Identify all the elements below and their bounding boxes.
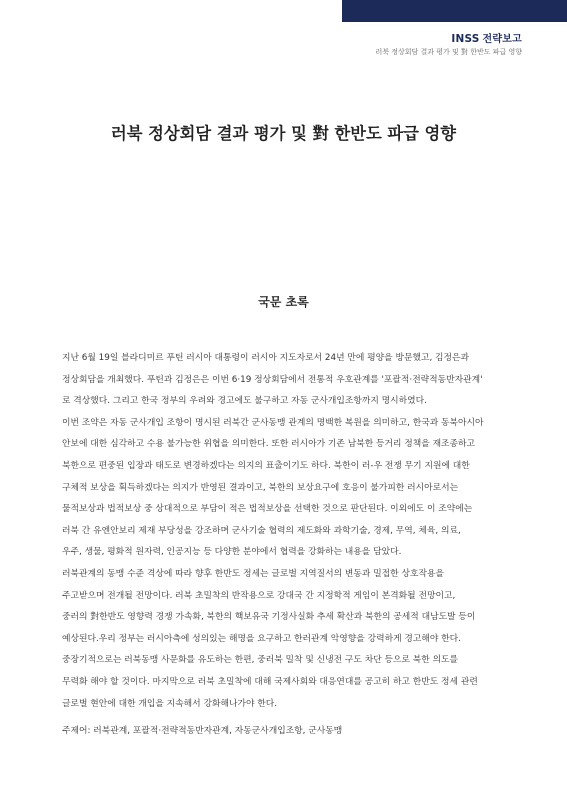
document-title: 러북 정상회담 결과 평가 및 對 한반도 파급 영향 — [110, 124, 457, 143]
abstract-line: 무력화 해야 할 것이다. 마지막으로 러북 초밀착에 대해 국제사회와 대응연대를 공고히 하고 한반도 정세 관련 — [62, 677, 478, 687]
running-head: 러북 정상회담 결과 평가 및 對 한반도 파급 영향 — [375, 48, 522, 56]
publication-brand — [451, 30, 522, 45]
abstract-line: 러북 간 유엔안보리 제재 부당성을 강조하며 군사기술 협력의 제도화와 과학기술, 경제, 무역, 체육, 의료, — [62, 525, 461, 536]
brand-inss: INSS — [451, 33, 480, 45]
abstract-line: 중장기적으로는 러북동맹 사문화를 유도하는 한편, 중러북 밀착 및 신냉전 구도 차단 등으로 북한 의도를 — [62, 655, 459, 666]
abstract-heading: 국문 초록 — [258, 295, 309, 309]
abstract-line: 물적보상과 법적보상 중 상대적으로 부담이 적은 법적보상을 선택한 것으로 판단된다. 이외에도 이 조약에는 — [62, 504, 473, 515]
header-color-bar — [342, 0, 567, 22]
abstract-line: 글로벌 현안에 대한 개입을 지속해서 강화해나가야 한다. — [62, 698, 278, 709]
abstract-line: 중러의 對한반도 영향력 경쟁 가속화, 북한의 핵보유국 기정사실화 추세 확산과 북한의 공세적 대남도발 등이 — [62, 612, 476, 623]
abstract-line: 지난 6월 19일 블라디미르 푸틴 러시아 대통령이 러시아 지도자로서 24년 만에 평양을 방문했고, 김정은과 — [62, 353, 470, 363]
abstract-line: 러북관계의 동맹 수준 격상에 따라 향후 한반도 정세는 글로벌 지역질서의 변동과 밀접한 상호작용을 — [62, 569, 444, 579]
brand-series: 전략보고 — [482, 34, 522, 45]
keywords-line: 주제어: 러북관계, 포괄적·전략적동반자관계, 자동군사개입조항, 군사동맹 — [62, 726, 343, 736]
abstract-line: 북한으로 편중된 입장과 태도로 변경하겠다는 의지의 표출이기도 하다. 북한이 러-우 전쟁 무기 지원에 대한 — [62, 461, 470, 471]
abstract-line: 구체적 보상을 획득하겠다는 의지가 반영된 결과이고, 북한의 보상요구에 호응이 불가피한 러시아로서는 — [62, 482, 459, 493]
abstract-line: 우주, 생물, 평화적 원자력, 인공지능 등 다양한 분야에서 협력을 강화하는 내용을 담았다. — [62, 547, 402, 558]
abstract-line: 예상된다.우리 정부는 러시아측에 성의있는 해명을 요구하고 한러관계 악영향을 강력하게 경고해야 한다. — [62, 633, 461, 644]
abstract-line: 이번 조약은 자동 군사개입 조항이 명시된 러북간 군사동맹 관계의 명백한 복원을 의미하고, 한국과 동북아시아 — [62, 417, 484, 428]
abstract-line: 로 격상했다. 그리고 한국 정부의 우려와 경고에도 불구하고 자동 군사개입조항까지 명시하였다. — [62, 396, 427, 407]
abstract-line: 안보에 대한 심각하고 수용 불가능한 위협을 의미한다. 또한 러시아가 기존 남북한 등거리 정책을 재조종하고 — [62, 439, 476, 450]
abstract-line: 주고받으며 전개될 전망이다. 러북 초밀착의 반작용으로 강대국 간 지정학적 게임이 본격화될 전망이고, — [62, 590, 456, 601]
abstract-line: 정상회담을 개최했다. 푸틴과 김정은은 이번 6·19 정상회담에서 전통적 우호관계를 '포괄적·전략적동반자관계' — [62, 374, 483, 385]
